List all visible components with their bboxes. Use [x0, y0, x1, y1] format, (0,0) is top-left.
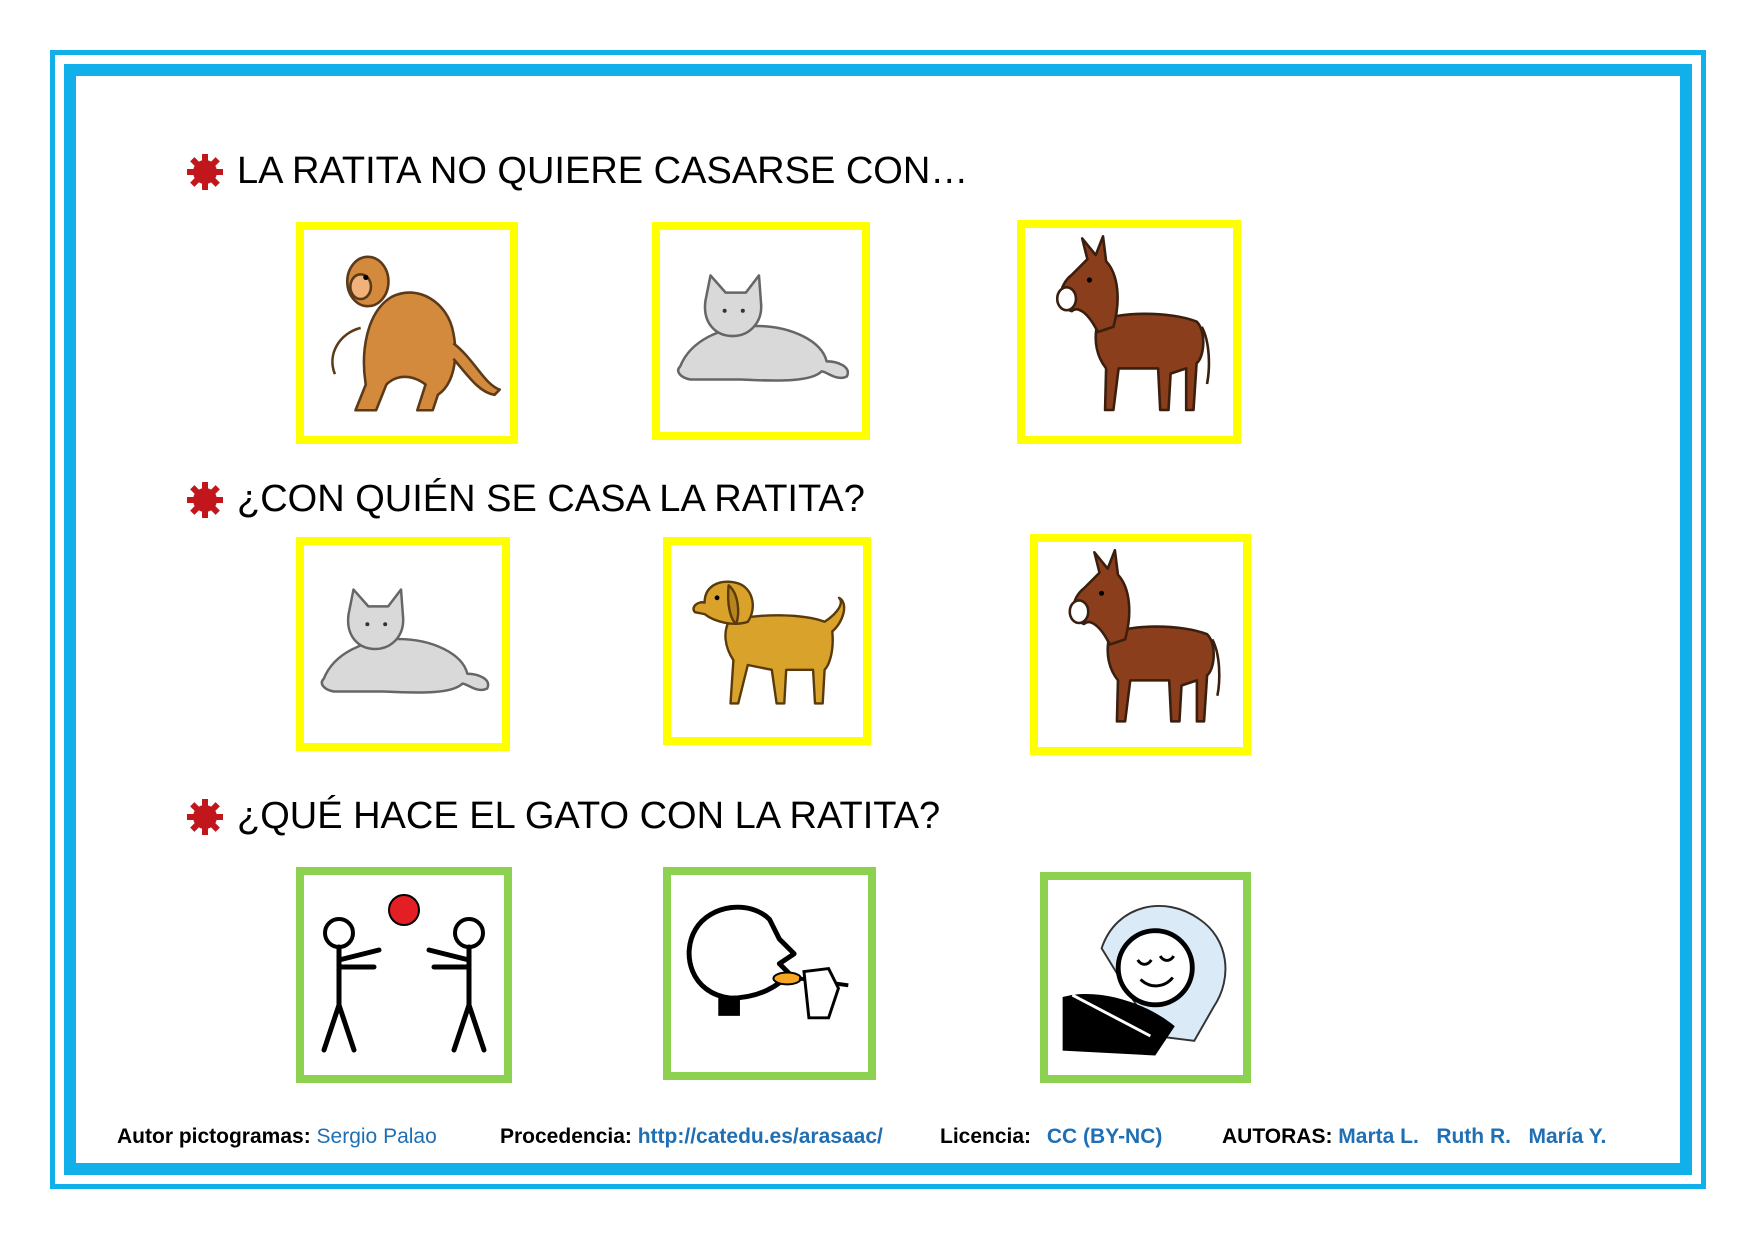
- card-donkey-2[interactable]: [1030, 534, 1251, 755]
- question-3-text: ¿QUÉ HACE EL GATO CON LA RATITA?: [237, 795, 941, 837]
- card-eat[interactable]: [663, 867, 876, 1080]
- play-ball-icon: [304, 875, 504, 1075]
- cat-icon: [660, 230, 862, 432]
- source-link[interactable]: http://catedu.es/arasaac/: [637, 1125, 883, 1148]
- card-cat-1[interactable]: [652, 222, 870, 440]
- question-2: [185, 478, 865, 521]
- license-value[interactable]: CC (BY-NC): [1046, 1125, 1163, 1148]
- question-3: [185, 795, 940, 838]
- footer-source: [500, 1125, 883, 1149]
- bullet-icon: [185, 480, 225, 520]
- bullet-icon: [185, 797, 225, 837]
- cat-icon: [304, 545, 502, 743]
- dog-icon: [671, 545, 863, 737]
- license-label: Licencia:: [940, 1125, 1032, 1148]
- monkey-icon: [304, 230, 510, 436]
- authors-value[interactable]: Marta L. Ruth R. María Y.: [1338, 1125, 1607, 1148]
- footer-authors: [1222, 1125, 1606, 1149]
- question-2-text: ¿CON QUIÉN SE CASA LA RATITA?: [237, 478, 865, 520]
- footer-license: [940, 1125, 1162, 1149]
- authors-label: AUTORAS:: [1222, 1125, 1333, 1148]
- bullet-icon: [185, 152, 225, 192]
- card-donkey-1[interactable]: [1017, 220, 1241, 444]
- author-label: Autor pictogramas:: [117, 1125, 311, 1148]
- question-1-text: LA RATITA NO QUIERE CASARSE CON…: [237, 150, 969, 192]
- author-value[interactable]: Sergio Palao: [316, 1125, 437, 1148]
- card-cat-2[interactable]: [296, 537, 510, 751]
- card-sleep[interactable]: [1040, 872, 1251, 1083]
- footer-author: [117, 1125, 437, 1149]
- donkey-icon: [1038, 542, 1243, 747]
- eat-icon: [671, 875, 868, 1072]
- card-dog[interactable]: [663, 537, 871, 745]
- card-play[interactable]: [296, 867, 512, 1083]
- question-1: [185, 150, 968, 193]
- card-monkey[interactable]: [296, 222, 518, 444]
- donkey-icon: [1025, 228, 1233, 436]
- sleep-icon: [1048, 880, 1243, 1075]
- source-label: Procedencia:: [500, 1125, 632, 1148]
